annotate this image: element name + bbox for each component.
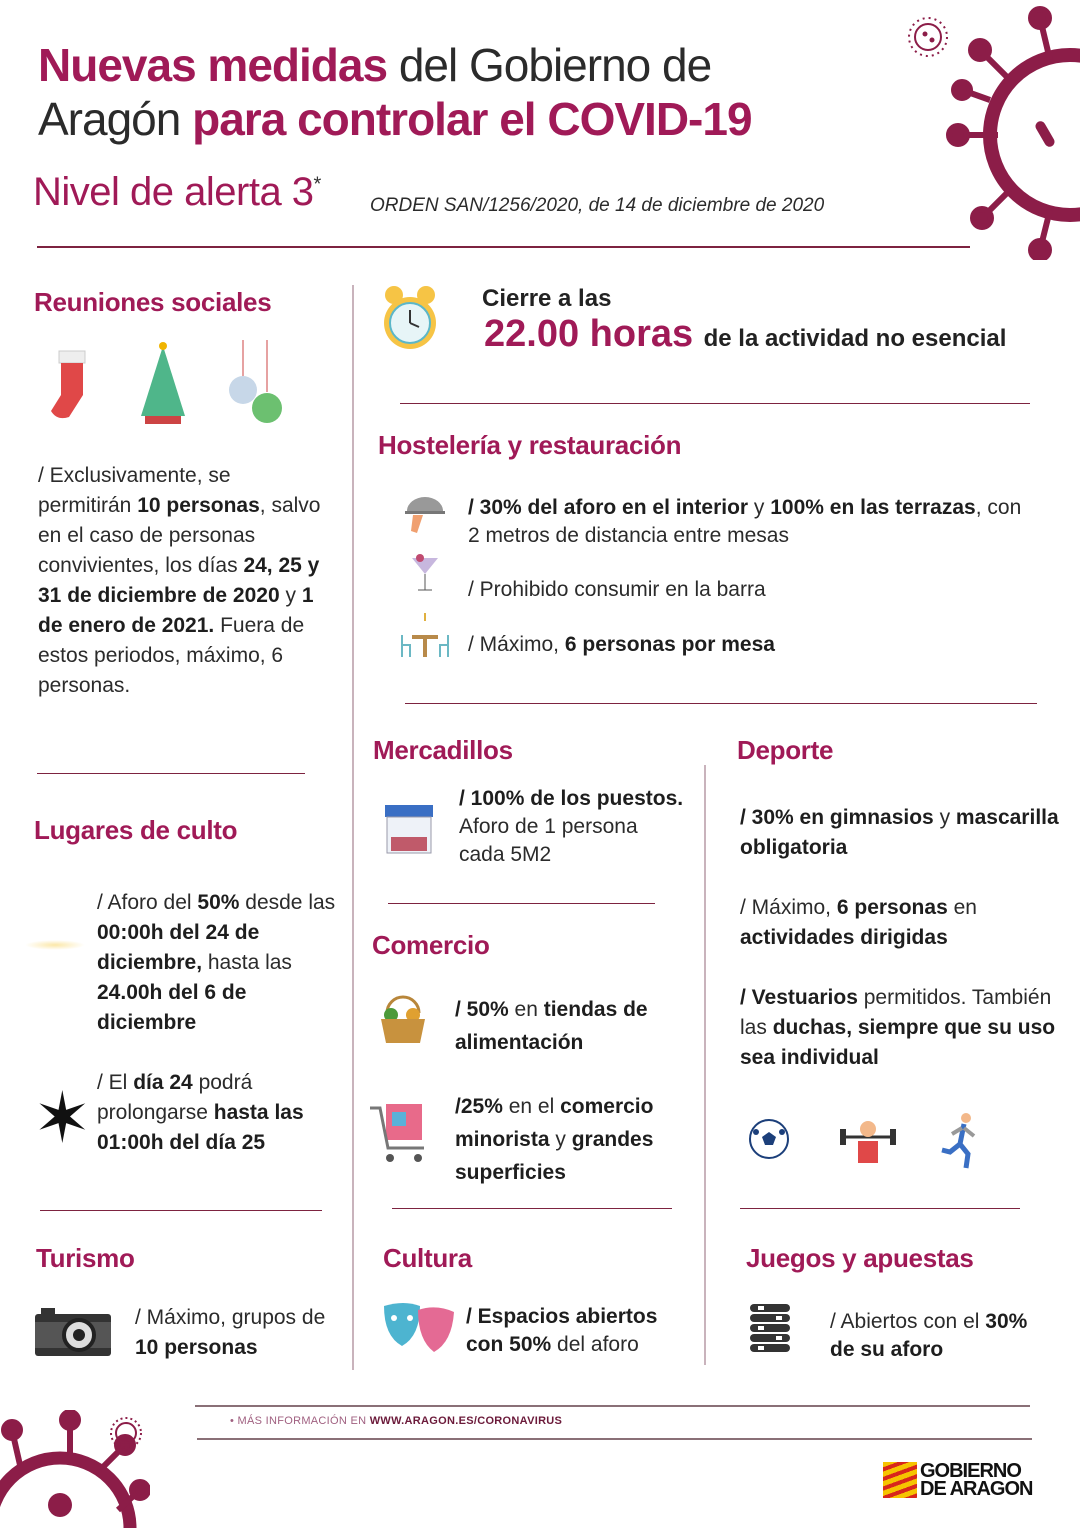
text-segment: / Exclusivamente, se permitirán [38,464,231,517]
text-segment: 10 personas [137,494,260,517]
juegos-text [830,1308,1030,1364]
text-segment: Aragón [38,93,193,145]
text-segment: 24, 25 y 31 de diciembre de 2020 [38,554,320,607]
text-segment: 24.00h del 6 de diciembre [97,981,247,1034]
text-segment: / Espacios abiertos con 50% [466,1305,658,1356]
culto-item-2 [97,1068,342,1158]
theater-masks-icon [380,1300,458,1356]
text-segment: / 30% del aforo en el interior [468,496,749,519]
text-segment: y [279,584,302,607]
text-segment: 10 personas [135,1336,258,1359]
page-title [38,38,918,146]
light-glow-icon [25,940,85,950]
casino-chips-icon [748,1302,792,1358]
christmas-ornaments-icon [225,340,285,428]
deporte-item-2 [740,893,1040,953]
text-segment: / Abiertos con el [830,1310,986,1333]
text-segment: hasta las [202,951,292,974]
comercio-item-2 [455,1090,695,1189]
footer-divider [197,1438,1032,1440]
text-segment: / Aforo del [97,891,198,914]
text-segment: en [508,998,544,1021]
section-divider [40,1210,322,1211]
weightlifter-icon [838,1115,898,1167]
text-segment: tiendas de alimentación [455,998,648,1054]
hosteleria-item-1 [468,494,1038,550]
culto-item-1 [97,888,347,1038]
text-segment: y [549,1128,572,1151]
turismo-text [135,1303,340,1363]
star-sparkle-icon: ✶ [33,1079,92,1157]
column-divider [704,765,706,1365]
text-segment: permitidos. También las [740,986,1052,1039]
section-divider [740,1208,1020,1209]
section-title-juegos: Juegos y apuestas [746,1243,974,1273]
cierre-line1: Cierre a las [482,285,612,312]
camera-icon [35,1308,111,1356]
section-divider [405,703,1037,704]
text-segment: , con 2 metros de distancia entre mesas [468,496,1022,547]
text-segment: Fuera de estos periodos, máximo, 6 personas. [38,614,305,697]
text-segment: podrá prolongarse [97,1071,253,1124]
section-title-comercio: Comercio [372,930,490,960]
text-segment: en [947,896,977,919]
text-segment: 30% de su aforo [830,1310,1028,1361]
text-segment: hasta las 01:00h del día 25 [97,1101,304,1154]
text-segment: y [748,496,771,519]
text-segment: del aforo [551,1333,639,1356]
market-stall-icon [383,803,435,855]
text-segment: , salvo en el caso de personas convivientes, los días [38,494,321,577]
text-segment: para controlar el COVID-19 [192,93,752,145]
coronavirus-info-link[interactable]: WWW.ARAGON.ES/CORONAVIRUS [369,1415,563,1427]
gobierno-aragon-logo: GOBIERNO DE ARAGON [883,1462,1032,1498]
text-segment: / 50% [455,998,509,1021]
alarm-clock-icon [380,283,440,357]
text-segment: / Vestuarios [740,986,858,1009]
reuniones-text [38,461,328,701]
text-segment: día 24 [133,1071,193,1094]
section-divider [37,773,305,774]
christmas-tree-icon [135,340,191,428]
text-segment: /25% [455,1095,503,1118]
text-segment: 6 personas por mesa [564,633,775,656]
cierre-time: 22.00 horas de la actividad no esencial [484,313,1007,355]
more-info: • MÁS INFORMACIÓN EN WWW.ARAGON.ES/CORONAVIRUS [230,1415,563,1427]
text-segment: 6 personas [836,896,948,919]
text-segment: del Gobierno de [387,39,712,91]
comercio-item-1 [455,993,695,1059]
text-segment: 100% en las terrazas [770,496,976,519]
text-segment: / El [97,1071,134,1094]
text-segment: grandes superficies [455,1128,654,1184]
text-segment: 00:00h del 24 de diciembre, [97,921,260,974]
text-segment: 50% [197,891,240,914]
small-virus-icon [108,1415,144,1451]
text-segment: / 30% en gimnasios [740,806,934,829]
section-title-cultura: Cultura [383,1243,472,1273]
christmas-stocking-icon [45,345,97,425]
section-divider [388,903,655,904]
section-divider [392,1208,672,1209]
order-reference: ORDEN SAN/1256/2020, de 14 de diciembre de 2020 [370,195,825,216]
runner-icon [940,1112,980,1170]
text-segment: Nuevas medidas [38,39,388,91]
text-segment: actividades dirigidas [740,926,948,949]
deporte-item-1 [740,803,1060,863]
text-segment: / 100% de los puestos. [459,787,684,810]
text-segment: / Prohibido consumir en la barra [468,578,766,601]
column-divider [352,285,354,1370]
text-segment: / Máximo, [740,896,837,919]
shopping-cart-icon [368,1100,430,1166]
section-title-turismo: Turismo [36,1243,135,1273]
text-segment: duchas, siempre que su uso sea individual [740,1016,1056,1069]
alert-level: Nivel de alerta 3* [33,170,321,214]
text-segment: Aforo de 1 persona cada 5M2 [459,815,638,866]
aragon-flag-icon [883,1462,917,1498]
title-line-1 [38,38,918,92]
text-segment: en el [502,1095,561,1118]
mercadillos-text [459,785,684,869]
section-divider [400,403,1030,404]
section-title-mercadillos: Mercadillos [373,735,513,765]
text-segment: / Máximo, grupos de [135,1306,326,1329]
grocery-basket-icon [377,993,429,1047]
header-divider [37,246,970,248]
text-segment: comercio minorista [455,1095,654,1151]
hosteleria-item-3 [468,630,1028,660]
soccer-ball-icon [748,1118,790,1160]
food-cloche-icon [405,493,445,537]
deporte-item-3 [740,983,1060,1073]
title-line-2 [38,92,918,146]
footer-divider [195,1405,1030,1407]
section-title-culto: Lugares de culto [34,815,238,845]
text-segment: mascarilla obligatoria [740,806,1059,859]
text-segment: y [933,806,956,829]
virus-decoration-icon [940,0,1080,260]
cocktail-icon [410,550,440,594]
text-segment: / Máximo, [468,633,565,656]
section-title-deporte: Deporte [737,735,834,765]
text-segment: 1 de enero de 2021. [38,584,314,637]
hosteleria-item-2 [468,575,1028,605]
section-title-hosteleria: Hostelería y restauración [378,430,682,460]
text-segment: desde las [239,891,336,914]
table-chairs-icon [400,613,450,659]
cultura-text [466,1303,696,1359]
section-title-reuniones: Reuniones sociales [34,287,272,317]
